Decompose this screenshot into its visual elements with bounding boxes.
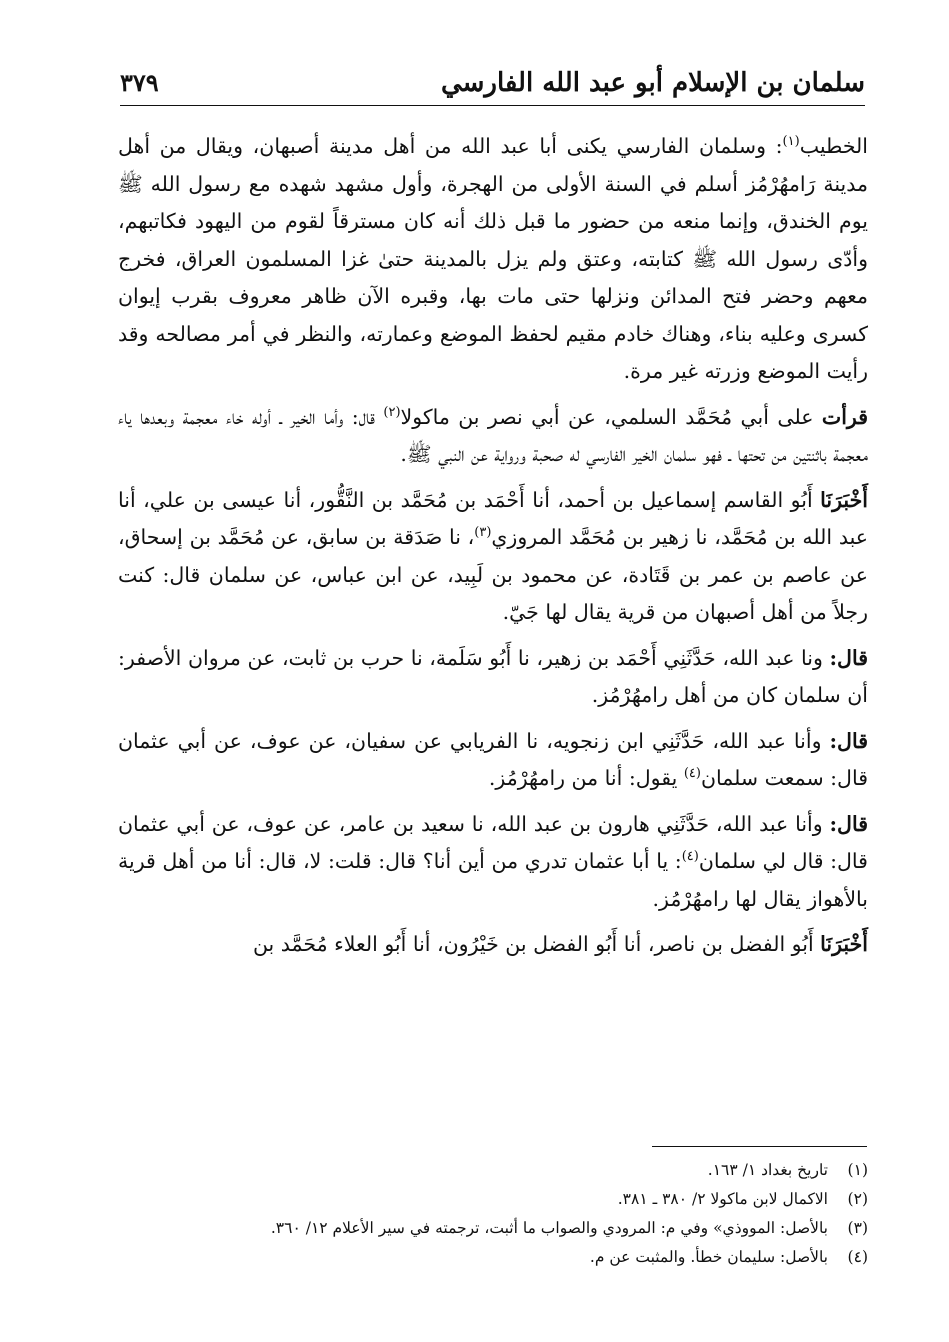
footnote-number: (٢) xyxy=(847,1190,868,1208)
footnote-text: بالأصل: المووذي» وفي م: المرودي والصواب ما أثبت، ترجمته في سير الأعلام ١٢/ ٣٦٠. xyxy=(270,1219,828,1237)
paragraph-4 xyxy=(118,640,868,715)
paragraph-text: على أبي مُحَمَّد السلمي، عن أبي نصر بن ماكولا xyxy=(400,404,822,429)
paragraph-lead: قرأت xyxy=(821,404,868,429)
page-number: ٣٧٩ xyxy=(120,68,159,97)
paragraph-text-rest: : وسلمان الفارسي يكنى أبا عبد الله من أهل مدينة أصبهان، ويقال من أهل مدينة رَامهُرْمُز أسلم في السنة الأولى من الهجرة، وأول مشهد شهده مع رسول الله ﷺ يوم الخندق، وإنما منعه من حضور ما قبل ذلك أنه كان مسترقاً لقوم من اليهود فكاتبهم، وأدّى رسول الله ﷺ كتابته، وعتق ولم يزل بالمدينة حتىٰ غزا المسلمون العراق، فخرج معهم وحضر فتح المدائن ونزلها حتى مات بها، وقبره الآن ظاهر معروف بقرب إيوان كسرى وعليه بناء، وهناك خادم مقيم لحفظ الموضع وعمارته، والنظر في أمر مصالحه وقد رأيت الموضع وزرته غير مرة. xyxy=(118,134,869,383)
footnote-text: تاريخ بغداد ١/ ١٦٣. xyxy=(707,1161,828,1179)
footnote-rule xyxy=(652,1146,867,1147)
paragraph-text: وأنا عبد الله، حَدَّثَنِي هارون بن عبد الله، نا سعيد بن عامر، عن عوف، عن أبي عثمان قال: قال لي سلمان xyxy=(118,811,868,873)
paragraph-lead: قال: xyxy=(829,645,868,670)
footnote-text: بالأصل: سليمان خطأ. والمثبت عن م. xyxy=(589,1248,828,1266)
footnote-number: (٣) xyxy=(847,1219,868,1237)
paragraph-text: أَبُو القاسم إسماعيل بن أحمد، أنا أَحْمَد بن مُحَمَّد بن النَّقُّور، أنا عيسى بن علي، أنا عبد الله بن مُحَمَّد، نا زهير بن مُحَمَّد المروزي xyxy=(118,487,869,549)
paragraph-text-rest: : يا أبا عثمان تدري من أين أنا؟ قال: قلت: لا، قال: أنا من أهل قرية بالأهواز يقال لها رامهُرْمُز. xyxy=(118,849,868,911)
footnote-2 xyxy=(118,1185,868,1214)
paragraph-1 xyxy=(118,128,868,391)
footnote-3 xyxy=(118,1214,868,1243)
paragraph-lead: قال: xyxy=(829,728,868,753)
footnote-number: (١) xyxy=(847,1161,868,1179)
paragraph-3 xyxy=(118,482,868,632)
paragraph-text: أَبُو الفضل بن ناصر، أنا أَبُو الفضل بن خَيْرُون، أنا أَبُو العلاء مُحَمَّد بن xyxy=(252,932,821,956)
main-text xyxy=(118,128,868,972)
paragraph-text: الخطيب xyxy=(799,134,868,158)
running-header xyxy=(120,62,865,102)
footnote-text: الاكمال لابن ماكولا ٢/ ٣٨٠ ـ ٣٨١. xyxy=(617,1190,828,1208)
footnote-ref: (٣) xyxy=(474,525,492,541)
paragraph-text-rest: يقول: أنا من رامهُرْمُز. xyxy=(488,766,684,790)
footnote-1 xyxy=(118,1156,868,1185)
running-title: سلمان بن الإسلام أبو عبد الله الفارسي xyxy=(440,68,865,98)
paragraph-5 xyxy=(118,723,868,798)
paragraph-7 xyxy=(118,926,868,964)
header-rule xyxy=(120,105,865,106)
footnote-ref: (٢) xyxy=(383,404,401,420)
footnote-number: (٤) xyxy=(847,1248,868,1266)
paragraph-lead: قال: xyxy=(829,811,868,836)
footnotes xyxy=(118,1156,868,1272)
footnote-4 xyxy=(118,1243,868,1272)
footnote-ref: (٤) xyxy=(683,766,701,782)
footnote-ref: (٤) xyxy=(681,849,699,865)
paragraph-text-rest: قال: وأما الخير ـ أوله خاء معجمة وبعدها ياء معجمة باثنتين من تحتها ـ فهو سلمان الخير الفارسي له صحبة ورواية عن النبي ﷺ. xyxy=(118,404,868,466)
paragraph-lead: أَخْبَرَنَا xyxy=(820,932,868,956)
paragraph-6 xyxy=(118,806,868,919)
paragraph-text: ونا عبد الله، حَدَّثَنِي أَحْمَد بن زهير، نا أَبُو سَلَمة، نا حرب بن ثابت، عن مروان الأصفر: أن سلمان كان من أهل رامهُرْمُز. xyxy=(118,645,868,707)
paragraph-lead: أَخْبَرَنَا xyxy=(820,487,868,512)
footnote-ref: (١) xyxy=(782,134,800,150)
paragraph-text: وأنا عبد الله، حَدَّثَنِي ابن زنجويه، نا الفريابي عن سفيان، عن عوف، عن أبي عثمان قال: سمعت سلمان xyxy=(118,728,868,790)
paragraph-text-rest: ، نا صَدَقة بن سابق، عن مُحَمَّد بن إسحاق، عن عاصم بن عمر بن قَتَادة، عن محمود بن لَبِيد، عن ابن عباس، عن سلمان قال: كنت رجلاً من أهل أصبهان من قرية يقال لها جَيّ. xyxy=(118,525,868,624)
paragraph-2 xyxy=(118,399,868,474)
